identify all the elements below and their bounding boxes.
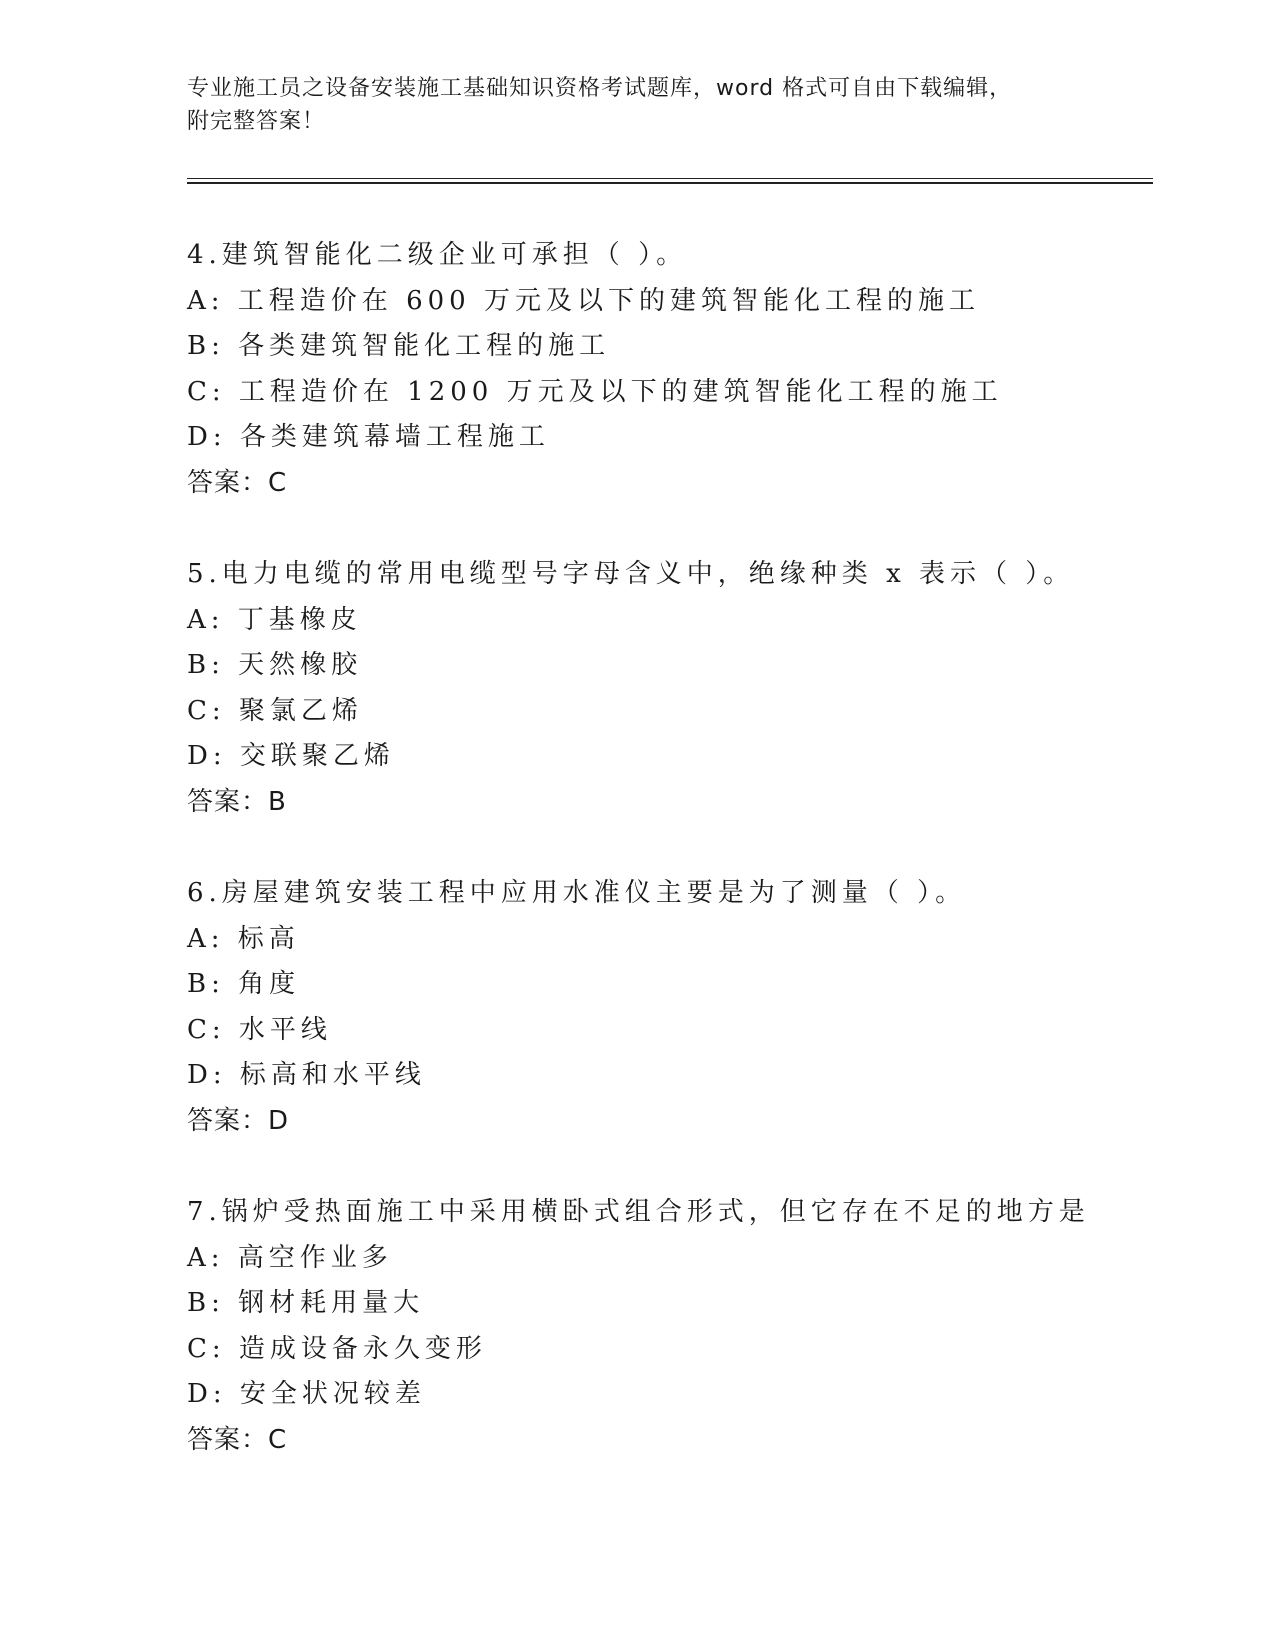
option-a: A: 高空作业多 bbox=[187, 1242, 393, 1273]
answer: 答案：C bbox=[187, 1424, 288, 1455]
option-a: A: 工程造价在 600 万元及以下的建筑智能化工程的施工 bbox=[187, 285, 980, 316]
header-line-2: 附完整答案！ bbox=[187, 109, 326, 134]
option-c: C: 水平线 bbox=[187, 1014, 332, 1045]
option-b: B: 天然橡胶 bbox=[187, 650, 363, 680]
option-b: B: 角度 bbox=[187, 969, 301, 999]
document-header bbox=[187, 72, 1087, 138]
option-d: D: 安全状况较差 bbox=[187, 1379, 426, 1409]
option-d: D: 各类建筑幕墙工程施工 bbox=[187, 422, 550, 452]
option-c: C: 造成设备永久变形 bbox=[187, 1333, 487, 1364]
question-5 bbox=[187, 552, 1187, 825]
answer: 答案：C bbox=[187, 467, 288, 498]
question-4 bbox=[187, 233, 1187, 506]
header-divider-top bbox=[187, 178, 1153, 179]
option-d: D: 标高和水平线 bbox=[187, 1060, 426, 1090]
option-a: A: 标高 bbox=[187, 923, 300, 954]
option-b: B: 钢材耗用量大 bbox=[187, 1288, 425, 1318]
question-6 bbox=[187, 871, 1187, 1144]
option-c: C: 工程造价在 1200 万元及以下的建筑智能化工程的施工 bbox=[187, 376, 1003, 407]
question-7 bbox=[187, 1190, 1187, 1463]
question-stem: 5.电力电缆的常用电缆型号字母含义中，绝缘种类 x 表示（ ）。 bbox=[187, 559, 1075, 589]
question-stem: 4.建筑智能化二级企业可承担（ ）。 bbox=[187, 240, 688, 270]
option-c: C: 聚氯乙烯 bbox=[187, 695, 363, 726]
header-line-1: 专业施工员之设备安装施工基础知识资格考试题库，word 格式可自由下载编辑， bbox=[187, 76, 1013, 101]
option-b: B: 各类建筑智能化工程的施工 bbox=[187, 331, 611, 361]
question-stem: 7.锅炉受热面施工中采用横卧式组合形式，但它存在不足的地方是 bbox=[187, 1197, 1090, 1227]
answer: 答案：D bbox=[187, 1105, 290, 1136]
question-stem: 6.房屋建筑安装工程中应用水准仪主要是为了测量（ ）。 bbox=[187, 878, 967, 908]
option-d: D: 交联聚乙烯 bbox=[187, 741, 395, 771]
answer: 答案：B bbox=[187, 786, 287, 817]
option-a: A: 丁基橡皮 bbox=[187, 604, 362, 635]
header-divider-bottom bbox=[187, 182, 1153, 184]
